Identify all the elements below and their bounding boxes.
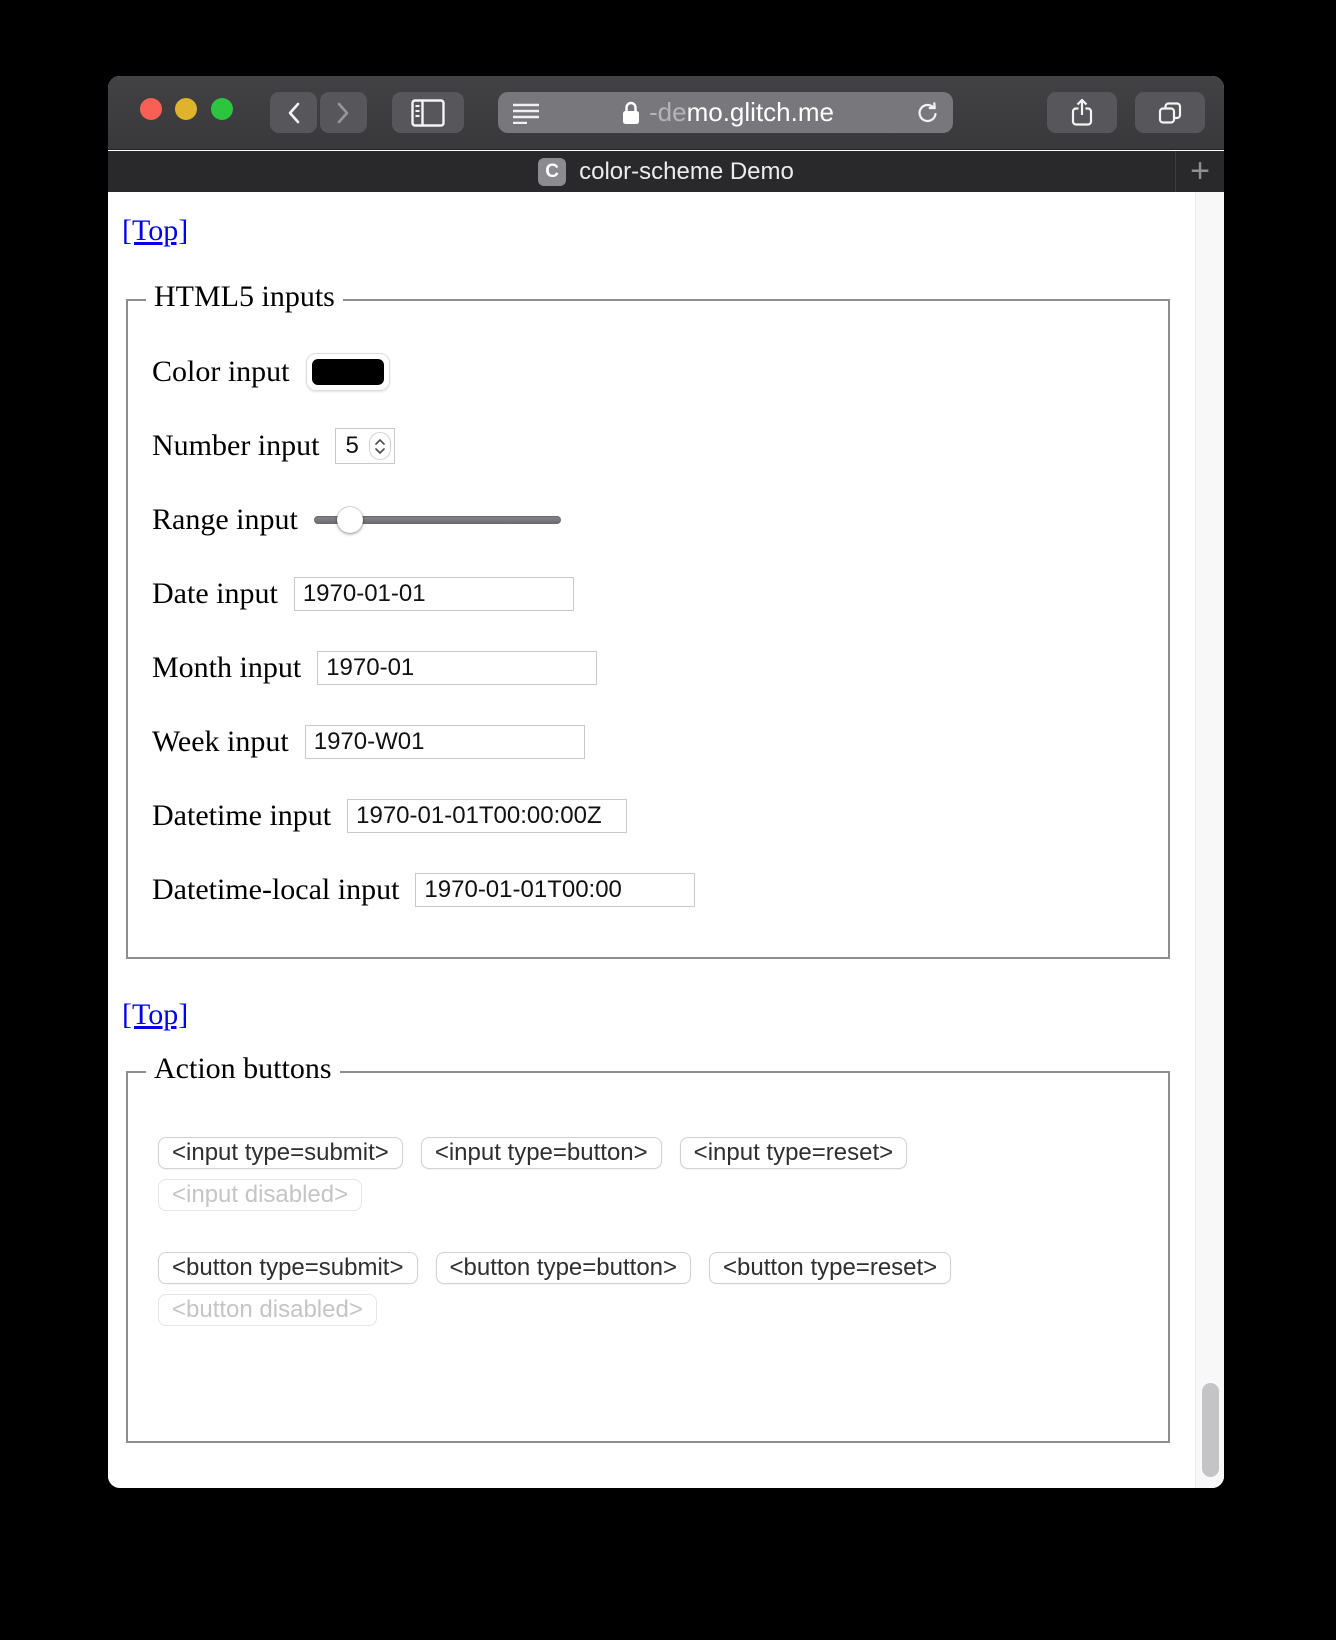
form-row-range bbox=[152, 483, 1168, 557]
row-label: Number input bbox=[152, 429, 320, 462]
stepper-down-icon[interactable] bbox=[375, 448, 385, 454]
color-swatch bbox=[312, 359, 384, 385]
button-button-button[interactable]: <button type=button> bbox=[436, 1252, 692, 1284]
week-input[interactable]: 1970-W01 bbox=[305, 725, 585, 759]
input-disabled-row bbox=[158, 1179, 1168, 1211]
form-row-datetime-local bbox=[152, 853, 1168, 927]
row-label: Datetime-local input bbox=[152, 873, 400, 906]
tab-bar bbox=[108, 151, 1224, 192]
top-link-1[interactable]: [Top] bbox=[122, 214, 189, 247]
month-input[interactable]: 1970-01 bbox=[317, 651, 597, 685]
button-disabled-button: <button disabled> bbox=[158, 1294, 377, 1326]
row-label: Date input bbox=[152, 577, 278, 610]
active-tab[interactable] bbox=[538, 158, 794, 186]
plus-icon: + bbox=[1190, 152, 1210, 190]
tabs-icon bbox=[1157, 100, 1183, 126]
fieldset-legend: HTML5 inputs bbox=[146, 280, 343, 314]
date-input[interactable]: 1970-01-01 bbox=[294, 577, 574, 611]
back-icon bbox=[287, 102, 300, 124]
row-label: Month input bbox=[152, 651, 302, 684]
form-row-date bbox=[152, 557, 1168, 631]
minimize-window-button[interactable] bbox=[175, 98, 197, 120]
button-reset-button[interactable]: <button type=reset> bbox=[709, 1252, 951, 1284]
button-submit-button[interactable]: <button type=submit> bbox=[158, 1252, 418, 1284]
scrollbar-track[interactable] bbox=[1195, 192, 1224, 1488]
fieldset-action-buttons bbox=[126, 1052, 1170, 1443]
top-link-2[interactable]: [Top] bbox=[122, 998, 189, 1031]
row-label: Datetime input bbox=[152, 799, 332, 832]
forward-icon bbox=[337, 102, 350, 124]
row-label: Week input bbox=[152, 725, 289, 758]
form-row-datetime bbox=[152, 779, 1168, 853]
color-input[interactable] bbox=[306, 353, 390, 391]
browser-toolbar bbox=[108, 76, 1224, 150]
button-buttons-row bbox=[158, 1252, 1168, 1284]
form-row-color bbox=[152, 335, 1168, 409]
reader-view-icon[interactable] bbox=[512, 102, 540, 124]
url-domain: mo.glitch.me bbox=[686, 97, 834, 127]
sidebar-toggle-button[interactable] bbox=[392, 92, 464, 133]
close-window-button[interactable] bbox=[140, 98, 162, 120]
share-icon bbox=[1069, 98, 1095, 128]
number-input[interactable] bbox=[335, 428, 395, 464]
form-row-number bbox=[152, 409, 1168, 483]
input-buttons-row bbox=[158, 1137, 1168, 1169]
new-tab-button[interactable] bbox=[1175, 151, 1224, 192]
tab-favicon: C bbox=[538, 158, 566, 186]
row-label: Color input bbox=[152, 355, 290, 388]
back-button[interactable] bbox=[270, 92, 317, 133]
scrollbar-thumb[interactable] bbox=[1202, 1383, 1219, 1477]
input-button-button[interactable]: <input type=button> bbox=[421, 1137, 662, 1169]
reload-button[interactable] bbox=[915, 100, 941, 126]
input-disabled-button: <input disabled> bbox=[158, 1179, 362, 1211]
forward-button[interactable] bbox=[320, 92, 367, 133]
input-reset-button[interactable]: <input type=reset> bbox=[680, 1137, 907, 1169]
button-disabled-row bbox=[158, 1294, 1168, 1326]
tab-title: color-scheme Demo bbox=[579, 157, 794, 185]
datetime-local-input[interactable]: 1970-01-01T00:00 bbox=[415, 873, 695, 907]
tab-overview-button[interactable] bbox=[1135, 92, 1205, 133]
form-row-week bbox=[152, 705, 1168, 779]
safari-window bbox=[108, 76, 1224, 1488]
page-viewport bbox=[108, 192, 1224, 1488]
fieldset-legend: Action buttons bbox=[146, 1052, 340, 1086]
range-slider-thumb[interactable] bbox=[337, 507, 363, 533]
address-bar[interactable] bbox=[498, 92, 953, 133]
sidebar-icon bbox=[411, 99, 445, 127]
zoom-window-button[interactable] bbox=[211, 98, 233, 120]
input-submit-button[interactable]: <input type=submit> bbox=[158, 1137, 403, 1169]
number-stepper[interactable] bbox=[369, 432, 391, 460]
range-input[interactable] bbox=[314, 516, 561, 524]
lock-icon bbox=[621, 100, 641, 126]
page-body bbox=[122, 192, 1180, 1443]
fieldset-html5-inputs bbox=[126, 280, 1170, 959]
share-button[interactable] bbox=[1047, 92, 1117, 133]
datetime-input[interactable]: 1970-01-01T00:00:00Z bbox=[347, 799, 627, 833]
url-faded-prefix: -de bbox=[649, 97, 687, 127]
row-label: Range input bbox=[152, 503, 298, 536]
form-row-month bbox=[152, 631, 1168, 705]
number-value: 5 bbox=[345, 432, 359, 459]
stepper-up-icon[interactable] bbox=[375, 439, 385, 445]
url-text bbox=[540, 97, 915, 128]
